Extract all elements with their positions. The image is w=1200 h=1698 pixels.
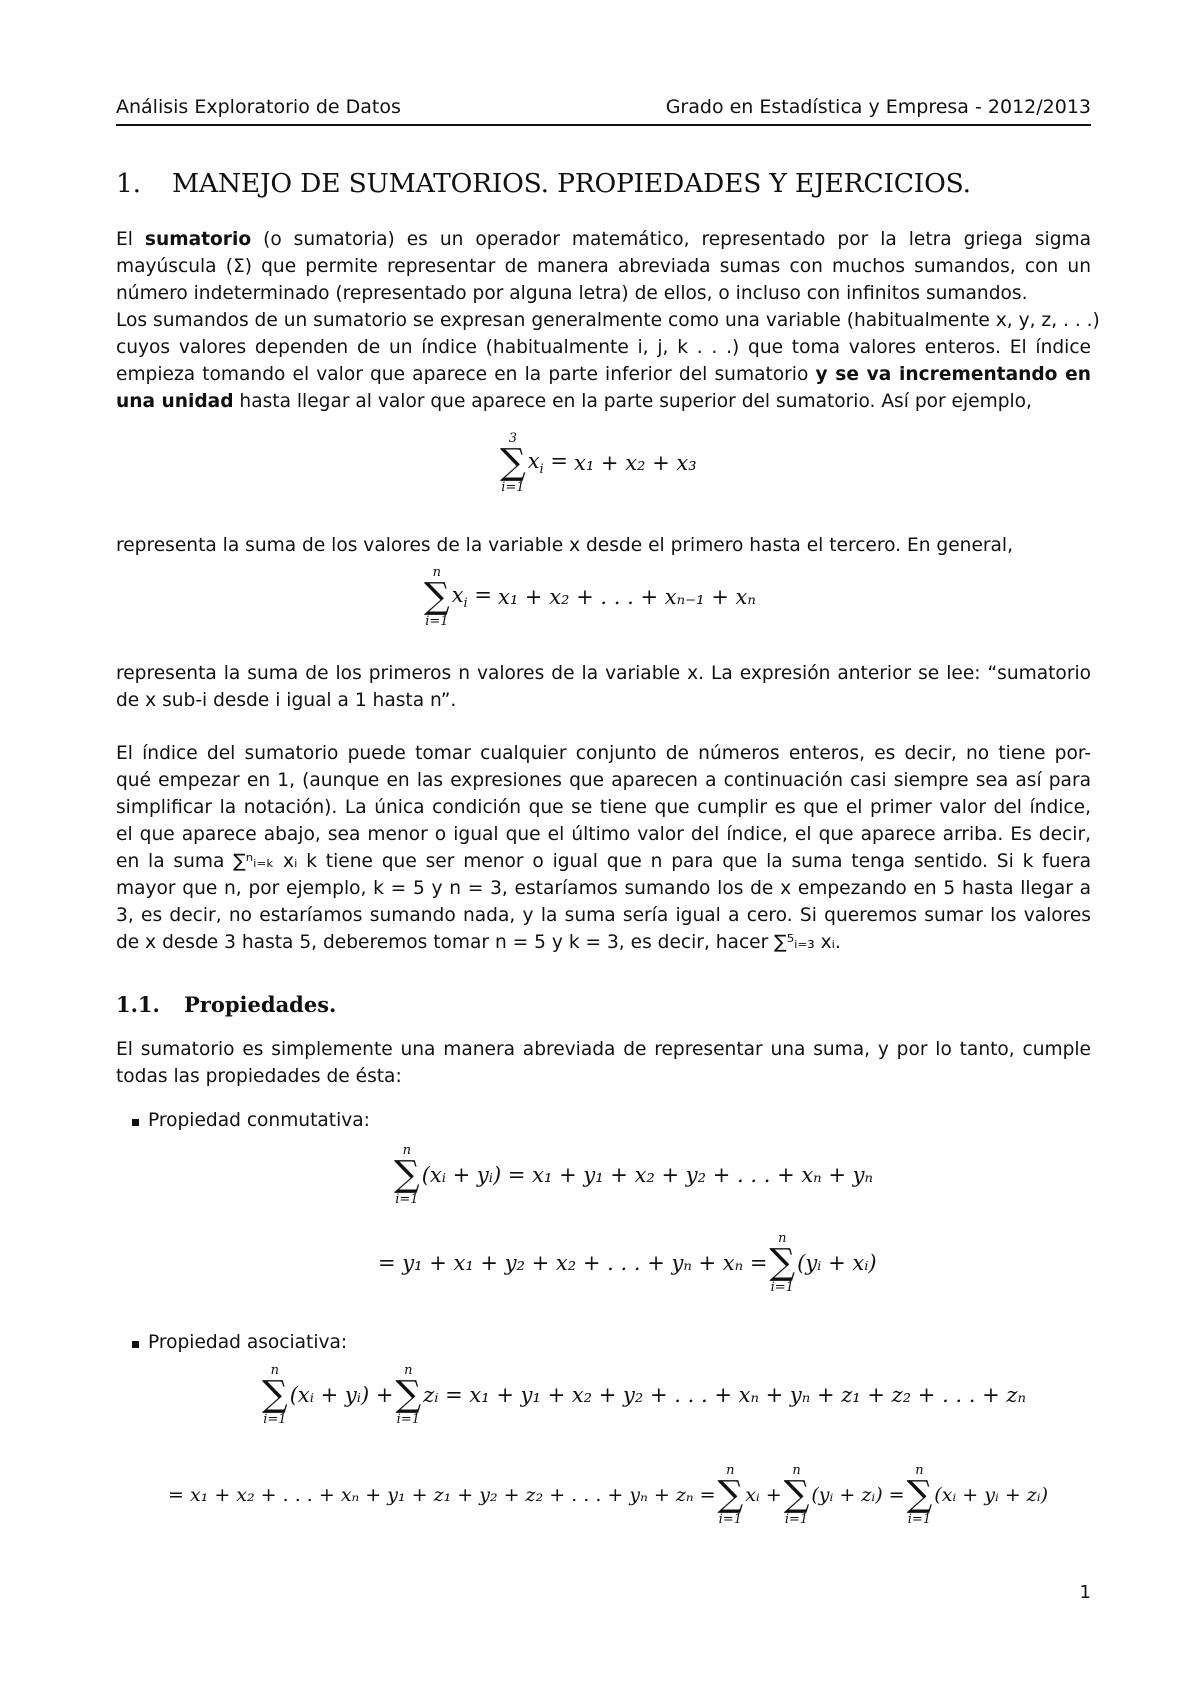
intro-paragraph <box>116 226 1100 415</box>
text-line: Los sumandos de un sumatorio se expresan generalmente como una variable (habitualmente x, y, z, . . .) <box>116 310 1100 331</box>
paragraph-reading <box>116 660 1091 714</box>
text-line: 3, es decir, no estaríamos sumando nada, y la suma sería igual a cero. Si queremos sumar los valores <box>116 905 1091 926</box>
text-line: el que aparece abajo, sea menor o igual que el último valor del índice, el que aparece arriba. Es decir, <box>116 824 1091 845</box>
text-line: qué empezar en 1, (aunque en las expresiones que aparecen a continuación casi siempre sea así para <box>116 770 1091 791</box>
text-line: representa la suma de los valores de la variable x desde el primero hasta el tercero. En general, <box>116 535 1014 556</box>
summation-symbol: n ∑ i=1 <box>394 1143 420 1207</box>
equation-commutative-1: n ∑ i=1 (xᵢ + yᵢ) = x₁ + y₁ + x₂ + y₂ + . . . + xₙ + yₙ <box>394 1143 874 1207</box>
text-line: mayúscula (Σ) que permite representar de manera abreviada sumas con muchos sumandos, con un <box>116 256 1091 277</box>
summation-symbol: n ∑ i=1 <box>395 1363 422 1427</box>
summation-symbol: n ∑ i=1 <box>906 1463 933 1527</box>
equation-sum-n: n ∑ i=1 $x_i$ = x₁ + x₂ + . . . + xₙ₋₁ + xₙ <box>424 565 756 629</box>
header-course-title: Análisis Exploratorio de Datos <box>116 96 401 118</box>
text-line: todas las propiedades de ésta: <box>116 1066 402 1087</box>
text-line: en la suma ∑ⁿᵢ₌ₖ xᵢ k tiene que ser menor o igual que n para que la suma tenga sentido. Si k fuera <box>116 851 1091 872</box>
text-line: representa la suma de los primeros n valores de la variable x. La expresión anterior se lee: “sumatorio <box>116 663 1091 684</box>
summation-symbol: n ∑ i=1 <box>769 1231 796 1295</box>
equation-sum-3: 3 ∑ i=1 $x_i$ = x₁ + x₂ + x₃ <box>500 431 697 495</box>
equation-rhs: x₁ + x₂ + x₃ <box>574 451 697 475</box>
text-line: de x desde 3 hasta 5, deberemos tomar n = 5 y k = 3, es decir, hacer ∑⁵ᵢ₌₃ xᵢ. <box>116 932 841 953</box>
text-line: El sumatorio es simplemente una manera abreviada de representar una suma, y por lo tanto, cumple <box>116 1039 1091 1060</box>
subsection-title: Propiedades. <box>184 992 337 1017</box>
paragraph-represents <box>116 532 1091 559</box>
subsection-heading <box>116 992 336 1017</box>
paragraph-index <box>116 740 1091 956</box>
text-line: El sumatorio (o sumatoria) es un operador matemático, representado por la letra griega sigma <box>116 229 1092 250</box>
header-degree: Grado en Estadística y Empresa - 2012/2013 <box>665 96 1091 118</box>
summation-symbol: n ∑ i=1 <box>424 565 450 629</box>
text-line: número indeterminado (representado por alguna letra) de ellos, o incluso con infinitos sumandos. <box>116 283 1028 304</box>
section-title: MANEJO DE SUMATORIOS. PROPIEDADES Y EJERCICIOS. <box>172 168 971 199</box>
equation-commutative-2: = y₁ + x₁ + y₂ + x₂ + . . . + yₙ + xₙ = n ∑ i=1 (yᵢ + xᵢ) <box>378 1231 877 1295</box>
summation-symbol: n ∑ i=1 <box>262 1363 288 1427</box>
equation-associative-1: n ∑ i=1 (xᵢ + yᵢ) + n ∑ i=1 zᵢ = x₁ + y₁ + x₂ + y₂ + . . . + xₙ + yₙ + z₁ + z₂ + . . . + zₙ <box>262 1363 1026 1427</box>
summation-symbol: n ∑ i=1 <box>717 1463 744 1527</box>
text-line: El índice del sumatorio puede tomar cualquier conjunto de números enteros, es decir, no tiene por- <box>116 743 1091 764</box>
text-line: empieza tomando el valor que aparece en la parte inferior del sumatorio y se va incrementando en <box>116 364 1091 385</box>
section-heading <box>116 168 971 199</box>
text-line: de x sub-i desde i igual a 1 hasta n”. <box>116 690 457 711</box>
header-rule <box>116 124 1091 126</box>
bullet-associative: Propiedad asociativa: <box>148 1332 348 1353</box>
paragraph-properties <box>116 1036 1091 1090</box>
equation-associative-2: = x₁ + x₂ + . . . + xₙ + y₁ + z₁ + y₂ + z₂ + . . . + yₙ + zₙ = n ∑ i=1 xᵢ + n ∑ i=1 (yᵢ + zᵢ) = n ∑ i=1 (xᵢ + yᵢ + zᵢ) <box>168 1463 1049 1527</box>
text-line: una unidad hasta llegar al valor que aparece en la parte superior del sumatorio. Así por ejemplo, <box>116 391 1032 412</box>
bullet-commutative: Propiedad conmutativa: <box>148 1110 370 1131</box>
summation-symbol: 3 ∑ i=1 <box>500 431 526 495</box>
section-number: 1. <box>116 168 141 199</box>
summation-symbol: n ∑ i=1 <box>783 1463 810 1527</box>
text-line: cuyos valores dependen de un índice (habitualmente i, j, k . . .) que toma valores enteros. El índice <box>116 337 1091 358</box>
page-number: 1 <box>1079 1582 1091 1603</box>
equation-rhs: x₁ + x₂ + . . . + xₙ₋₁ + xₙ <box>498 585 756 609</box>
text-line: mayor que n, por ejemplo, k = 5 y n = 3, estaríamos sumando los de x empezando en 5 hasta llegar a <box>116 878 1091 899</box>
text-line: simplificar la notación). La única condición que se tiene que cumplir es que el primer valor del índice, <box>116 797 1091 818</box>
subsection-number: 1.1. <box>116 992 160 1017</box>
